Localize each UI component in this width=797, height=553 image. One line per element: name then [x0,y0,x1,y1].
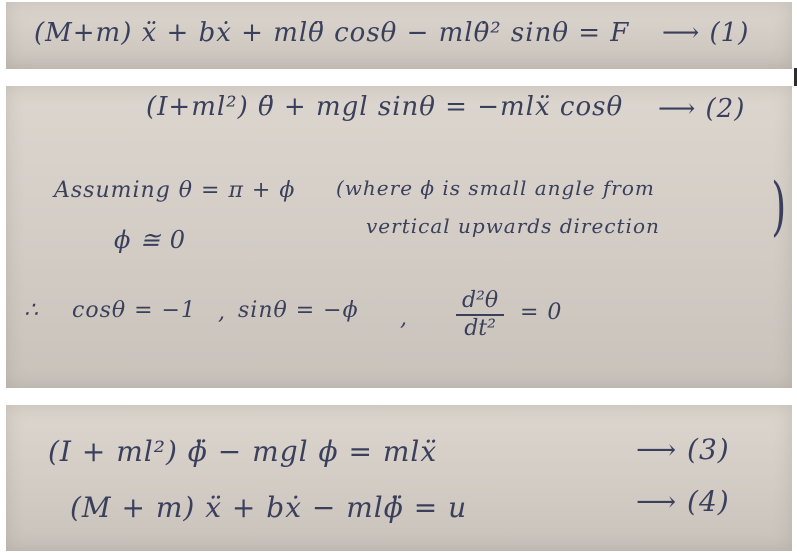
cos-result: cosθ = −1 [72,298,196,323]
equation-strip-3 [6,405,792,551]
phi-approximation: ϕ ≅ 0 [114,226,186,254]
note-closing-bracket: ) [771,170,787,244]
equation-strip-1 [6,2,792,69]
separator-comma: , [218,300,226,325]
equation-strip-2 [6,86,792,388]
equation-4: (M + m) ẍ + bẋ − mlϕ̈ = u [70,491,468,524]
equation-3: (I + ml²) ϕ̈ − mgl ϕ = mlẍ [48,435,438,468]
fraction-equals-zero: = 0 [520,300,563,325]
second-derivative-fraction [456,288,504,342]
equation-2-tag: ⟶ (2) [658,94,746,124]
assumption-text: Assuming θ = π + ϕ [54,178,296,203]
equation-3-tag: ⟶ (3) [636,433,730,466]
fraction-numerator: d²θ [456,288,504,316]
fraction-denominator: dt² [464,316,496,341]
note-line-2: vertical upwards direction [366,214,660,238]
sin-result: sinθ = −ϕ [238,298,359,323]
separator-comma: , [400,306,408,331]
equation-1-tag: ⟶ (1) [662,18,750,48]
equation-2: (I+ml²) θ̈ + mgl sinθ = −mlẍ cosθ [146,92,624,122]
note-line-1: (where ϕ is small angle from [336,176,655,200]
equation-4-tag: ⟶ (4) [636,485,730,518]
equation-1: (M+m) ẍ + bẋ + mlθ̈ cosθ − mlθ̇² sinθ = F [34,18,630,48]
therefore-symbol: ∴ [24,298,39,323]
